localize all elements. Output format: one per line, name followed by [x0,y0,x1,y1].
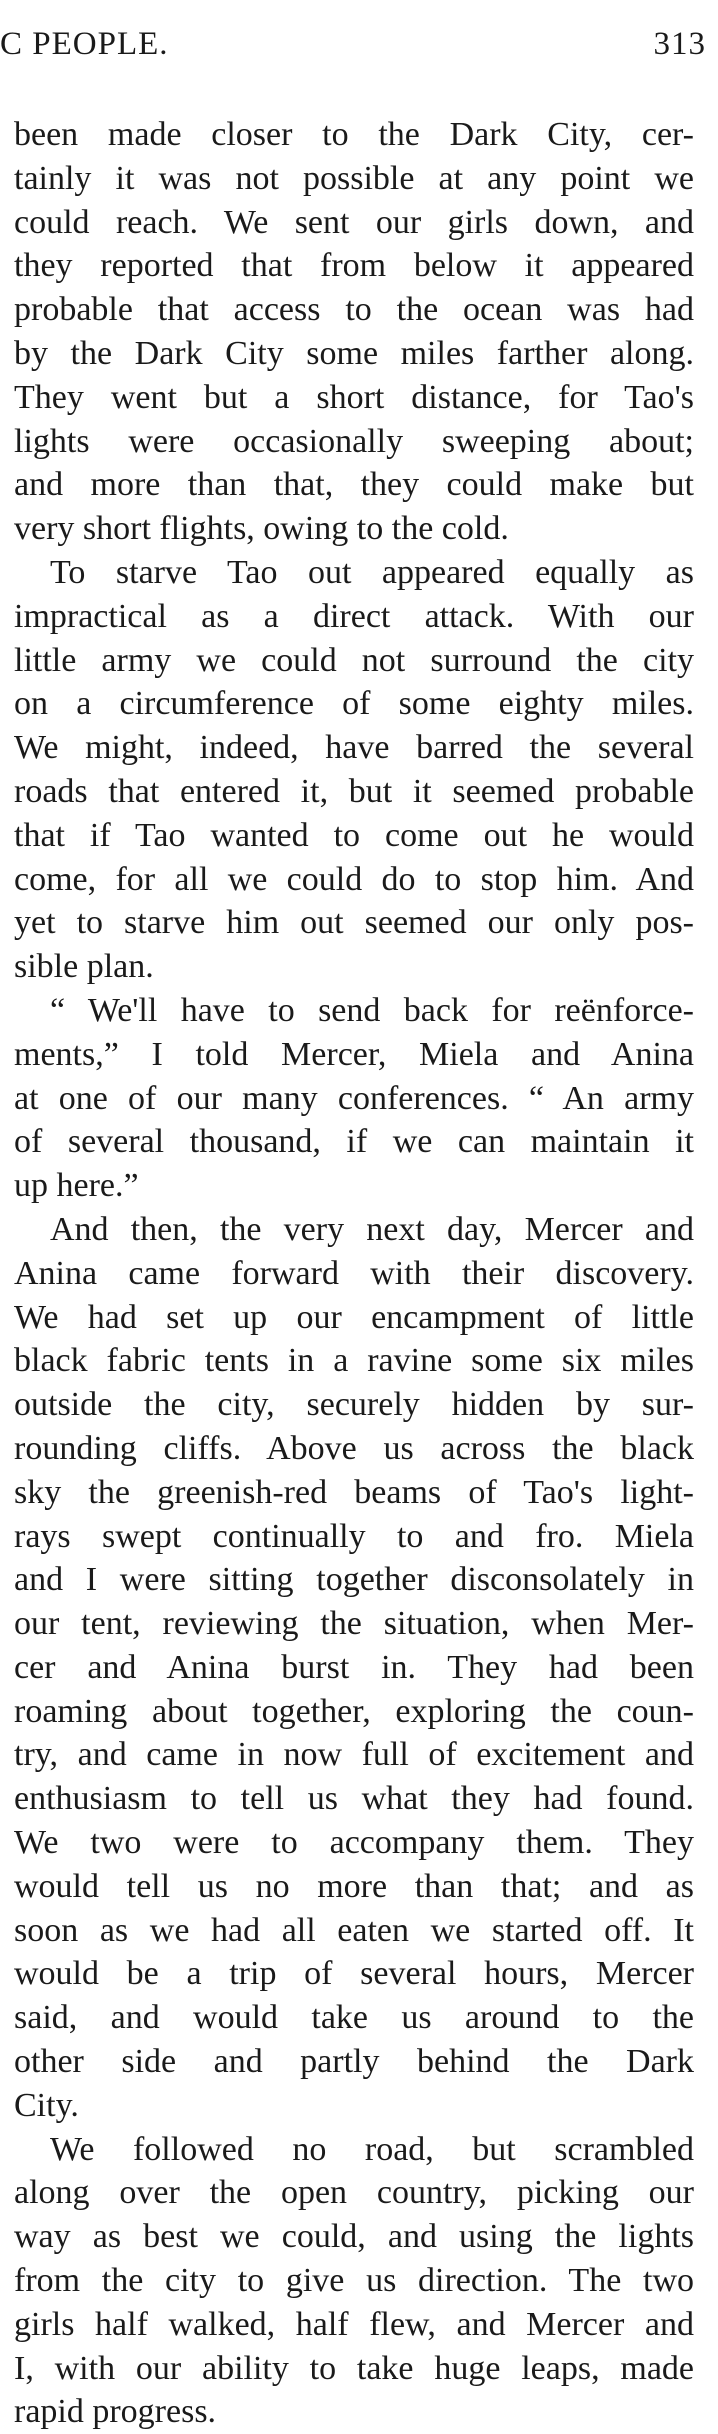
text-line: been made closer to the Dark City, cer- [14,116,694,153]
paragraph [14,1208,694,2128]
page-number: 313 [653,26,706,62]
text-line: roaming about together, exploring the coun- [14,1692,694,1730]
text-line: at one of our many conferences. “ An army [14,1079,694,1117]
text-line: and more than that, they could make but [14,466,694,504]
text-line: along over the open country, picking our [14,2174,694,2212]
text-line: “ We'll have to send back for reënforce- [50,991,694,1029]
text-line: rays swept continually to and fro. Miela [14,1517,694,1555]
text-line: We two were to accompany them. They [14,1824,694,1862]
text-line: cer and Anina burst in. They had been [14,1648,694,1686]
text-line: from the city to give us direction. The two [14,2262,694,2300]
text-line: said, and would take us around to the [14,1999,694,2037]
text-line: very short flights, owing to the cold. [14,510,509,548]
text-line: To starve Tao out appeared equally as [50,553,694,591]
text-line: roads that entered it, but it seemed probable [14,772,694,810]
text-line: by the Dark City some miles farther along. [14,334,694,372]
text-line: yet to starve him out seemed our only pos- [14,904,694,942]
text-line: We followed no road, but scrambled [50,2130,694,2168]
paragraph [14,989,694,1208]
text-line: ments,” I told Mercer, Miela and Anina [14,1035,694,1073]
text-line: girls half walked, half flew, and Mercer and [14,2305,694,2343]
text-line: soon as we had all eaten we started off. It [14,1911,694,1949]
text-line: enthusiasm to tell us what they had found. [14,1780,694,1818]
text-line: little army we could not surround the city [14,641,694,679]
text-line: We might, indeed, have barred the several [14,729,694,767]
text-line: probable that access to the ocean was had [14,291,694,329]
text-line: that if Tao wanted to come out he would [14,816,694,854]
text-line: would be a trip of several hours, Mercer [14,1955,694,1993]
text-line: They went but a short distance, for Tao's [14,378,694,416]
text-line: sky the greenish-red beams of Tao's light- [14,1473,694,1511]
text-line: would tell us no more than that; and as [14,1867,694,1905]
text-line: City. [14,2086,79,2124]
text-line: rounding cliffs. Above us across the black [14,1429,694,1467]
text-line: black fabric tents in a ravine some six miles [14,1342,694,1380]
text-line: lights were occasionally sweeping about; [14,422,694,460]
text-line: impractical as a direct attack. With our [14,597,694,635]
text-line: sible plan. [14,948,154,986]
paragraph [14,2128,694,2434]
text-line: I, with our ability to take huge leaps, made [14,2349,694,2387]
text-line: and I were sitting together disconsolately in [14,1561,694,1599]
text-line: they reported that from below it appeared [14,247,694,285]
paragraph [14,113,694,551]
text-line: could reach. We sent our girls down, and [14,203,694,241]
text-line: We had set up our encampment of little [14,1298,694,1336]
text-line: try, and came in now full of excitement and [14,1736,694,1774]
text-line: Anina came forward with their discovery. [14,1254,694,1292]
paragraph [14,551,694,989]
text-line: And then, the very next day, Mercer and [50,1210,694,1248]
text-line: of several thousand, if we can maintain it [14,1123,694,1161]
text-line: other side and partly behind the Dark [14,2043,694,2081]
running-title: C PEOPLE. [0,26,169,62]
text-line: up here.” [14,1167,139,1205]
text-line: come, for all we could do to stop him. And [14,860,694,898]
text-line: rapid progress. [14,2393,217,2431]
text-line: outside the city, securely hidden by sur- [14,1386,694,1424]
page-header [0,10,706,70]
text-line: tainly it was not possible at any point we [14,159,694,197]
text-line: on a circumference of some eighty miles. [14,685,694,723]
text-line: way as best we could, and using the lights [14,2218,694,2256]
body-text [14,113,694,2434]
text-line: our tent, reviewing the situation, when Mer- [14,1605,694,1643]
